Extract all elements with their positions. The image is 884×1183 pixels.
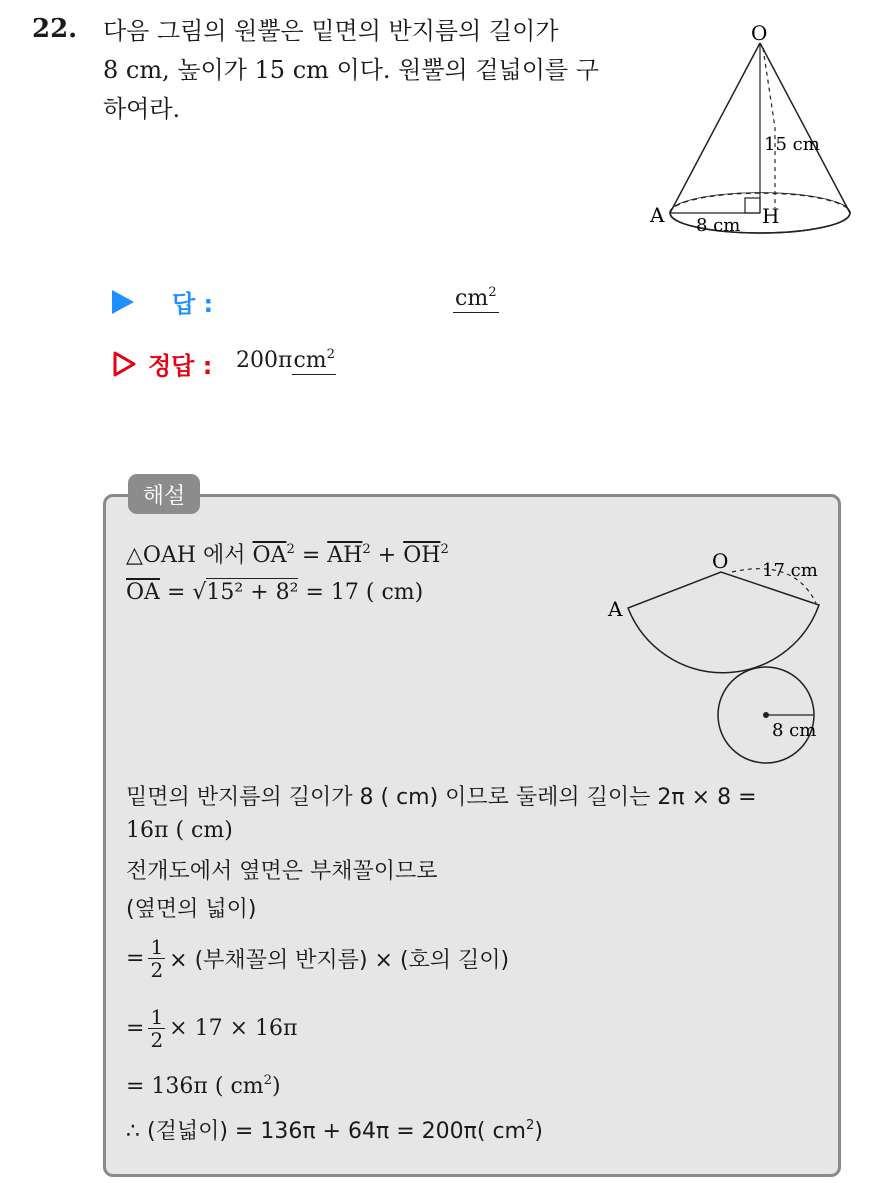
solution-line-7 [126, 1074, 281, 1099]
l7-main: = 136π ( cm [126, 1074, 264, 1099]
point-a-label: A [650, 203, 665, 227]
eq1-oh-sq: 2 [440, 541, 449, 557]
eq1-oh: $\overline{OH}$ [403, 543, 441, 568]
solution-line-3: 전개도에서 옆면은 부채꼴이므로 [126, 859, 438, 884]
answer-arrow-icon [112, 290, 134, 314]
eq1-tri: △OAH 에서 [126, 543, 246, 568]
correct-row [112, 346, 212, 381]
eq2-under: 15² + 8² [206, 580, 299, 605]
solution-eq1 [126, 538, 449, 569]
correct-number: 200π [236, 348, 293, 373]
l5-pre: = [126, 946, 145, 971]
cone-net-diagram [604, 548, 832, 766]
question-number: 22. [32, 14, 78, 44]
l5-fraction [148, 936, 165, 981]
correct-unit: cm [293, 348, 327, 373]
question-text [103, 12, 633, 129]
eq1-plus: + [377, 543, 397, 568]
question-line: 8 cm, 높이가 15 cm 이다. 원뿔의 겉넓이를 구 [103, 56, 599, 84]
l8-main: ∴ (겉넓이) = 136π + 64π = 200π( cm [126, 1119, 526, 1144]
l7-close: ) [272, 1074, 281, 1099]
answer-label: 답 : [172, 290, 214, 318]
eq2-result: = 17 ( cm) [305, 580, 424, 605]
l8-close: ) [534, 1119, 543, 1144]
net-a-label: A [608, 597, 623, 621]
correct-unit-wrap [292, 348, 336, 375]
l8-exp: 2 [526, 1117, 535, 1133]
eq1-ah: $\overline{AH}$ [327, 543, 363, 568]
answer-row [112, 284, 213, 319]
net-slant-label: 17 cm [762, 560, 818, 581]
solution-eq2 [126, 580, 423, 605]
solution-tag: 해설 [128, 474, 200, 514]
l7-exp: 2 [263, 1072, 273, 1088]
solution-line-6 [126, 1006, 297, 1051]
l6-frac-num: 1 [150, 1005, 164, 1029]
net-o-label: O [712, 549, 729, 573]
l6-frac-den: 2 [150, 1028, 164, 1052]
question-line: 하여라. [103, 95, 181, 123]
eq1-oa-sq: 2 [286, 541, 295, 557]
solution-line-8 [126, 1114, 543, 1145]
l6-pre: = [126, 1016, 145, 1041]
solution-line-2: 16π ( cm) [126, 818, 233, 843]
base-center [763, 712, 769, 718]
apex-label: O [751, 21, 768, 45]
correct-unit-exp: 2 [326, 346, 336, 362]
eq2-radical: √ [192, 580, 207, 605]
cone-side-right [760, 43, 850, 213]
sector-shape [628, 572, 819, 673]
radius-label: 8 cm [696, 215, 741, 236]
solution-line-1: 밑면의 반지름의 길이가 8 ( cm) 이므로 둘레의 길이는 2π × 8 = [126, 785, 757, 810]
l5-frac-num: 1 [150, 935, 164, 959]
eq1-oa: $\overline{OA}$ [252, 543, 287, 568]
cone-slant-dashed [763, 48, 775, 208]
cone-diagram [640, 18, 870, 243]
l6-fraction [148, 1006, 165, 1051]
net-radius-label: 8 cm [772, 720, 817, 741]
correct-arrow-icon [112, 350, 138, 378]
l5-post: × (부채꼴의 반지름) × (호의 길이) [169, 948, 510, 973]
solution-line-4: (옆면의 넓이) [126, 897, 257, 922]
cone-side-left [670, 43, 760, 213]
answer-blank[interactable] [453, 286, 499, 313]
question-line: 다음 그림의 원뿔은 밑면의 반지름의 길이가 [103, 17, 559, 45]
eq2-oa: $\overline{OA}$ [126, 580, 160, 605]
l5-frac-den: 2 [150, 958, 164, 982]
solution-line-5 [126, 936, 509, 981]
height-label: 15 cm [764, 134, 820, 155]
answer-unit-exp: 2 [488, 284, 497, 300]
answer-unit: cm [455, 286, 489, 311]
eq1-eq: = [301, 543, 321, 568]
eq2-eq: = [166, 580, 186, 605]
correct-label: 정답 : [148, 352, 213, 380]
correct-value [236, 348, 336, 373]
point-h-label: H [762, 204, 780, 228]
eq1-ah-sq: 2 [362, 541, 371, 557]
l6-post: × 17 × 16π [169, 1016, 298, 1041]
